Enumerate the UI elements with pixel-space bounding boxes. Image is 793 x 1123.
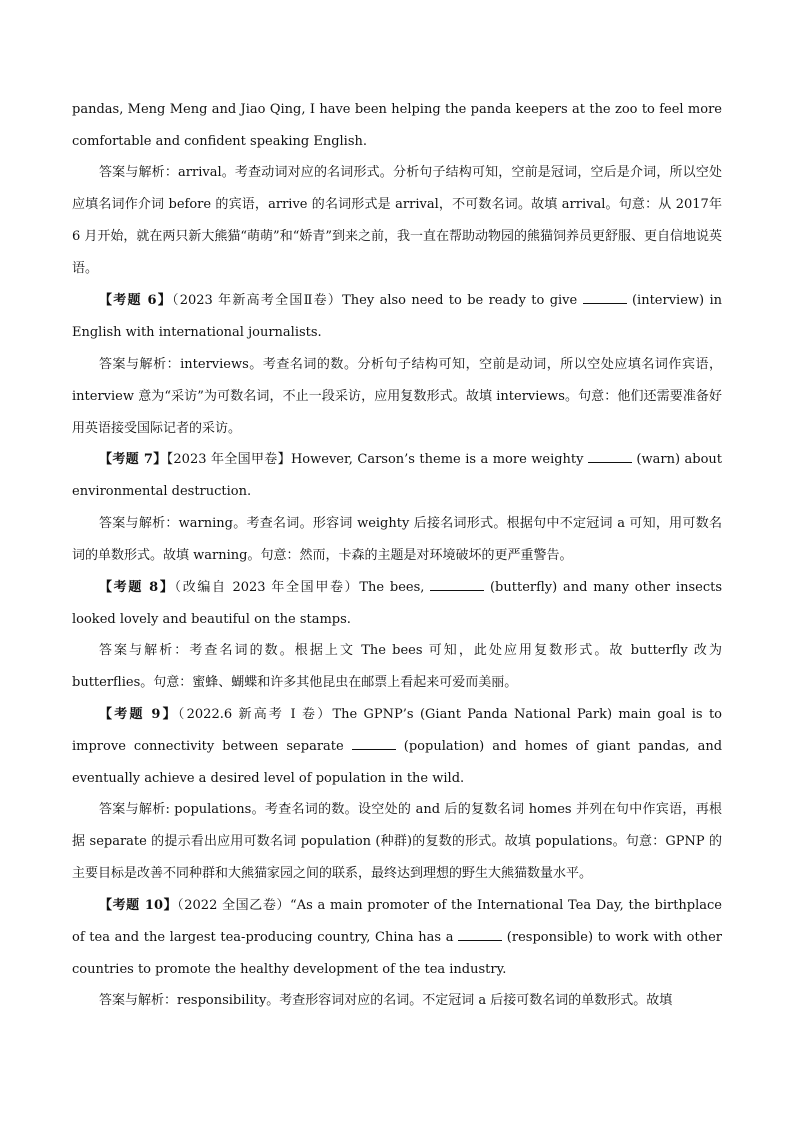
question-source: 【2023 年全国甲卷】 xyxy=(166,452,291,467)
question-source: （2022.6 新高考 I 卷） xyxy=(177,707,333,722)
answer-explanation-5: 答案与解析：arrival。考查动词对应的名词形式。分析句子结构可知，空前是冠词，空后是介词，所以空处应填名词作介词 before 的宾语，arrive 的名词形式是 arrival，不可数名词。故填 arrival。句意：从 2017年 6 月开始，就在两只新大熊猫“萌萌”和“娇青”到来之前，我一直在帮助动物园的熊猫饲养员更舒服、更自信地说英语。 xyxy=(72,165,722,276)
answer-blank xyxy=(458,930,502,941)
question-source: （2022 全国乙卷） xyxy=(177,898,291,913)
question-text: (warn) about environmental destruction. xyxy=(72,452,722,499)
answer-blank xyxy=(588,452,632,463)
question-text: (butterfly) and many other insects looked lovely and beautiful on the stamps. xyxy=(72,580,723,627)
question-label: 【考题 10】 xyxy=(99,898,178,913)
answer-explanation-10: 答案与解析：responsibility。考查形容词对应的名词。不定冠词 a 后接可数名词的单数形式。故填 xyxy=(99,993,673,1008)
question-6 xyxy=(72,285,722,349)
question-source: （2023 年新高考全国Ⅱ卷） xyxy=(171,293,343,308)
question-text: (population) and homes of giant pandas, and eventually achieve a desired level of population in the wild. xyxy=(72,739,723,786)
question-7 xyxy=(72,444,722,508)
question-text: “As a main promoter of the International Tea Day, the birthplace of tea and the largest tea-producing country, China has a xyxy=(72,898,723,945)
question-label: 【考题 6】 xyxy=(99,293,172,308)
question-source: （改编自 2023 年全国甲卷） xyxy=(174,580,360,595)
question-text: (responsible) to work with other countries to promote the healthy development of the tea industry. xyxy=(72,930,723,977)
question-text: They also need to be ready to give xyxy=(342,293,583,308)
question-text: (interview) in English with international journalists. xyxy=(72,293,722,340)
question-10 xyxy=(72,890,722,986)
answer-blank xyxy=(583,293,627,304)
answer-explanation-7: 答案与解析：warning。考查名词。形容词 weighty 后接名词形式。根据句中不定冠词 a 可知，用可数名词的单数形式。故填 warning。句意：然而，卡森的主题是对环境破坏的更严重警告。 xyxy=(72,516,722,563)
answer-blank xyxy=(352,739,396,750)
question-label: 【考题 9】 xyxy=(99,707,178,722)
question-9 xyxy=(72,699,722,795)
question-text: However, Carson’s theme is a more weighty xyxy=(290,452,588,467)
paragraph-passage-end: pandas, Meng Meng and Jiao Qing, I have been helping the panda keepers at the zoo to feel more comfortable and confident speaking English. xyxy=(72,102,722,149)
question-text: The bees, xyxy=(359,580,431,595)
question-label: 【考题 8】 xyxy=(99,580,175,595)
question-label: 【考题 7】 xyxy=(99,452,167,467)
answer-explanation-8: 答案与解析：考查名词的数。根据上文 The bees 可知，此处应用复数形式。故 butterfly 改为 butterflies。句意：蜜蜂、蝴蝶和许多其他昆虫在邮票上看起来可爱而美丽。 xyxy=(72,643,722,690)
question-text: The GPNP’s (Giant Panda National Park) main goal is to improve connectivity between separate xyxy=(72,707,722,754)
answer-explanation-9: 答案与解析: populations。考查名词的数。设空处的 and 后的复数名词 homes 并列在句中作宾语，再根据 separate 的提示看出应用可数名词 population (种群)的复数的形式。故填 populations。句意：GPNP 的主要目标是改善不同种群和大熊猫家园之间的联系，最终达到理想的野生大熊猫数量水平。 xyxy=(72,802,722,881)
answer-explanation-6: 答案与解析：interviews。考查名词的数。分析句子结构可知，空前是动词，所以空处应填名词作宾语，interview 意为“采访”为可数名词，不止一段采访，应用复数形式。故填 interviews。句意：他们还需要准备好用英语接受国际记者的采访。 xyxy=(72,357,722,436)
answer-blank xyxy=(430,580,484,591)
question-8 xyxy=(72,572,722,636)
